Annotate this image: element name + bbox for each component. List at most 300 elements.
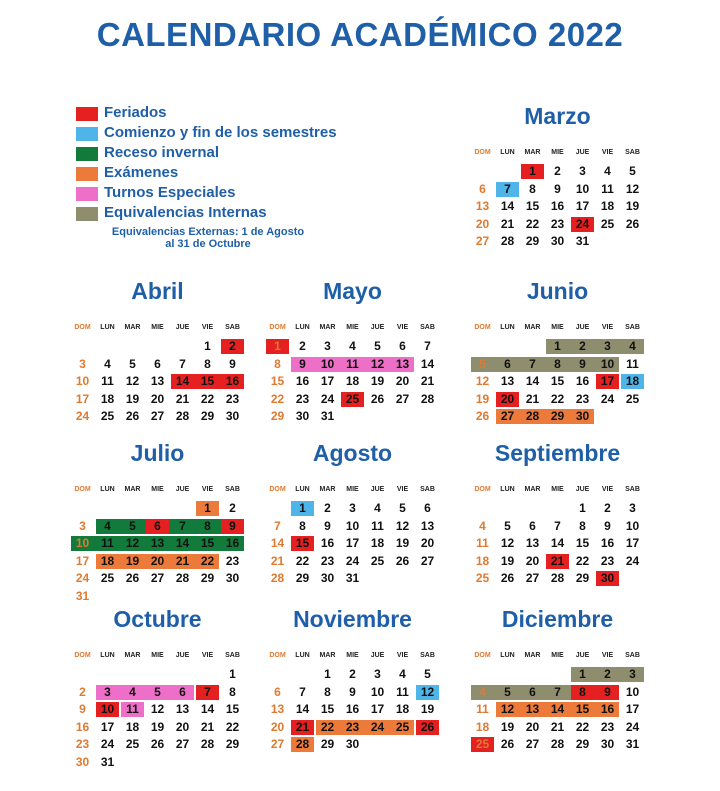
legend-swatch: [76, 127, 98, 141]
day-cell: 30: [345, 737, 360, 751]
day-cell: 5: [504, 518, 511, 533]
weekday-label: VIE: [601, 149, 614, 156]
weekday-label: MIE: [151, 486, 164, 493]
day-cell: 26: [370, 391, 385, 406]
day-cell: 15: [295, 536, 310, 550]
weekday-label: MIE: [346, 486, 359, 493]
day-cell: 5: [374, 339, 381, 353]
weekday-label: JUE: [175, 652, 190, 659]
weekday-label: SAB: [625, 149, 640, 156]
day-cell: 29: [225, 737, 240, 751]
weekday-label: VIE: [396, 486, 409, 493]
day-cell: 15: [525, 199, 540, 213]
legend-item-turnos: [76, 184, 376, 204]
day-cell: 29: [200, 409, 215, 423]
day-cell: 24: [75, 409, 90, 423]
day-cell: 8: [324, 684, 331, 699]
day-cell: 26: [150, 737, 165, 751]
day-cell: 11: [101, 536, 114, 550]
day-cell: 11: [601, 181, 614, 196]
day-cell: 20: [175, 719, 190, 734]
day-cell: 7: [299, 684, 306, 699]
day-cell: 28: [175, 571, 190, 585]
day-cell: 8: [229, 684, 236, 699]
weekday-label: LUN: [100, 486, 115, 493]
legend-label: Receso invernal: [104, 144, 220, 161]
day-cell: 27: [475, 234, 490, 248]
day-cell: 16: [225, 374, 240, 388]
day-cell: 6: [504, 356, 511, 371]
legend-label: Comienzo y fin de los semestres: [104, 124, 337, 141]
day-cell: 22: [200, 391, 215, 406]
weekday-label: MAR: [124, 324, 141, 331]
weekday-label: VIE: [396, 324, 409, 331]
day-cell: 4: [399, 667, 406, 681]
day-cell: 19: [625, 199, 640, 213]
weekday-label: JUE: [370, 486, 385, 493]
day-cell: 3: [374, 667, 381, 681]
weekday-label: MIE: [346, 652, 359, 659]
legend-label: Equivalencias Internas: [104, 204, 267, 221]
weekday-label: JUE: [575, 324, 590, 331]
weekday-label: MAR: [319, 486, 336, 493]
day-cell: 8: [299, 518, 306, 533]
day-cell: 24: [600, 391, 615, 406]
day-cell: 19: [125, 553, 140, 568]
day-cell: 19: [500, 553, 515, 568]
day-cell: 2: [604, 667, 611, 681]
day-cell: 7: [554, 518, 561, 533]
month-name: Agosto: [312, 440, 393, 466]
day-cell: 27: [500, 409, 515, 423]
day-cell: 19: [370, 374, 385, 388]
day-cell: 25: [625, 391, 640, 406]
weekday-header: [265, 486, 440, 496]
day-cell: 15: [575, 702, 590, 716]
legend-item-feriados: [76, 104, 376, 124]
day-cell: 17: [625, 702, 640, 716]
day-cell: 11: [371, 518, 384, 533]
weekday-label: MIE: [551, 652, 564, 659]
day-cell: 29: [525, 234, 540, 248]
weekday-header: [470, 324, 645, 334]
day-cell: 30: [320, 571, 335, 585]
day-cell: 5: [504, 684, 511, 699]
day-cell: 15: [200, 536, 215, 550]
month-name: Marzo: [524, 103, 591, 129]
day-cell: 3: [104, 684, 111, 699]
month-name: Abril: [131, 278, 184, 304]
day-cell: 29: [550, 409, 565, 423]
weekday-header: [470, 486, 645, 496]
weekday-label: JUE: [575, 486, 590, 493]
day-cell: 16: [345, 702, 360, 716]
day-cell: 26: [395, 553, 410, 568]
day-cell: 3: [604, 339, 611, 353]
day-cell: 24: [320, 391, 335, 406]
day-cell: 22: [200, 553, 215, 568]
weekday-label: VIE: [201, 486, 214, 493]
day-cell: 2: [229, 501, 236, 515]
day-cell: 5: [154, 684, 161, 699]
day-cell: 13: [525, 702, 540, 716]
day-cell: 11: [101, 374, 114, 388]
weekday-label: VIE: [201, 324, 214, 331]
legend-note: Equivalencias Externas: 1 de Agosto al 31 de Octubre: [111, 226, 305, 250]
weekday-label: LUN: [500, 486, 515, 493]
day-cell: 13: [395, 356, 410, 371]
weekday-label: DOM: [474, 652, 491, 659]
weekday-label: MAR: [524, 324, 541, 331]
day-cell: 27: [395, 391, 410, 406]
day-cell: 6: [179, 684, 186, 699]
day-cell: 27: [175, 737, 190, 751]
weekday-label: LUN: [100, 652, 115, 659]
day-cell: 5: [129, 356, 136, 371]
day-cell: 28: [525, 409, 540, 423]
weekday-label: MAR: [524, 652, 541, 659]
day-cell: 17: [75, 553, 90, 568]
day-cell: 23: [225, 391, 240, 406]
day-cell: 4: [479, 684, 486, 699]
day-cell: 3: [629, 667, 636, 681]
weekday-label: SAB: [625, 486, 640, 493]
day-cell: 12: [625, 181, 640, 196]
day-cell: 6: [529, 518, 536, 533]
day-cell: 12: [500, 702, 515, 716]
day-cell: 6: [479, 181, 486, 196]
month-name: Diciembre: [501, 606, 614, 632]
day-cell: 8: [274, 356, 281, 371]
day-cell: 13: [150, 374, 165, 388]
day-cell: 13: [525, 536, 540, 550]
weekday-label: VIE: [601, 486, 614, 493]
day-cell: 6: [274, 684, 281, 699]
day-cell: 12: [500, 536, 515, 550]
day-cell: 25: [600, 216, 615, 231]
day-cell: 28: [420, 391, 435, 406]
weekday-header: [70, 652, 245, 662]
day-cell: 16: [225, 536, 240, 550]
day-cell: 25: [395, 719, 410, 734]
day-cell: 16: [295, 374, 310, 388]
day-cell: 7: [179, 518, 186, 533]
day-cell: 21: [295, 719, 310, 734]
day-grid: [265, 666, 440, 786]
day-cell: 10: [75, 536, 90, 550]
day-cell: 23: [295, 391, 310, 406]
day-cell: 4: [349, 339, 356, 353]
day-cell: 15: [550, 374, 565, 388]
weekday-label: VIE: [601, 652, 614, 659]
day-cell: 31: [345, 571, 360, 585]
day-cell: 26: [420, 719, 435, 734]
day-cell: 21: [500, 216, 515, 231]
day-cell: 14: [200, 702, 215, 716]
day-cell: 20: [420, 536, 435, 550]
day-cell: 30: [600, 571, 615, 585]
day-cell: 21: [550, 719, 565, 734]
day-cell: 17: [345, 536, 360, 550]
day-cell: 30: [295, 409, 310, 423]
legend-item-semestres: [76, 124, 376, 144]
legend-swatch: [76, 207, 98, 221]
day-cell: 16: [575, 374, 590, 388]
day-cell: 17: [370, 702, 385, 716]
day-cell: 2: [79, 684, 86, 699]
day-cell: 3: [79, 356, 86, 371]
weekday-label: MIE: [151, 324, 164, 331]
day-cell: 23: [600, 553, 615, 568]
day-cell: 9: [604, 518, 611, 533]
day-cell: 5: [424, 667, 431, 681]
day-cell: 15: [320, 702, 335, 716]
day-cell: 1: [579, 501, 586, 515]
weekday-label: SAB: [420, 486, 435, 493]
day-cell: 16: [75, 719, 90, 734]
day-cell: 4: [104, 356, 111, 371]
weekday-label: LUN: [295, 486, 310, 493]
day-cell: 3: [79, 518, 86, 533]
day-cell: 12: [150, 702, 165, 716]
day-cell: 1: [204, 501, 211, 515]
day-cell: 29: [575, 571, 590, 585]
day-cell: 21: [175, 391, 190, 406]
legend-label: Exámenes: [104, 164, 179, 181]
day-cell: 2: [229, 339, 236, 353]
day-cell: 2: [604, 501, 611, 515]
day-grid: [470, 666, 645, 786]
weekday-label: MAR: [524, 486, 541, 493]
day-cell: 13: [420, 518, 435, 533]
day-cell: 18: [625, 374, 640, 388]
day-cell: 7: [204, 684, 211, 699]
legend: [76, 104, 376, 224]
day-grid: [470, 500, 645, 620]
month-agosto: [265, 440, 440, 625]
day-cell: 25: [370, 553, 385, 568]
weekday-header: [265, 324, 440, 334]
weekday-label: LUN: [295, 652, 310, 659]
day-cell: 27: [420, 553, 435, 568]
day-cell: 20: [395, 374, 410, 388]
day-cell: 8: [554, 356, 561, 371]
weekday-label: LUN: [100, 324, 115, 331]
day-cell: 29: [295, 571, 310, 585]
day-cell: 20: [500, 391, 515, 406]
month-name: Mayo: [323, 278, 382, 304]
month-septiembre: [470, 440, 645, 625]
weekday-label: DOM: [474, 149, 491, 156]
day-cell: 5: [129, 518, 136, 533]
weekday-label: DOM: [74, 486, 91, 493]
day-cell: 21: [200, 719, 215, 734]
day-cell: 9: [79, 702, 86, 716]
day-cell: 19: [500, 719, 515, 734]
day-cell: 8: [579, 518, 586, 533]
day-cell: 28: [550, 571, 565, 585]
day-cell: 26: [500, 571, 515, 585]
day-cell: 26: [625, 216, 640, 231]
day-cell: 20: [150, 391, 165, 406]
month-name: Julio: [130, 440, 185, 466]
weekday-label: SAB: [420, 652, 435, 659]
day-cell: 12: [125, 374, 140, 388]
day-grid: [470, 163, 645, 283]
legend-item-examenes: [76, 164, 376, 184]
day-cell: 9: [324, 518, 331, 533]
weekday-label: LUN: [295, 324, 310, 331]
day-cell: 9: [349, 684, 356, 699]
day-cell: 19: [420, 702, 435, 716]
day-cell: 1: [324, 667, 331, 681]
day-cell: 17: [600, 374, 615, 388]
day-cell: 28: [550, 737, 565, 751]
day-cell: 19: [125, 391, 140, 406]
day-cell: 23: [320, 553, 335, 568]
day-cell: 16: [320, 536, 335, 550]
weekday-label: MAR: [319, 324, 336, 331]
day-cell: 31: [625, 737, 640, 751]
weekday-label: SAB: [225, 486, 240, 493]
day-cell: 22: [525, 216, 540, 231]
day-cell: 3: [324, 339, 331, 353]
day-cell: 4: [374, 501, 381, 515]
weekday-label: JUE: [370, 324, 385, 331]
legend-label: Turnos Especiales: [104, 184, 236, 201]
day-cell: 21: [175, 553, 190, 568]
day-cell: 8: [204, 518, 211, 533]
day-cell: 9: [299, 356, 306, 371]
day-cell: 2: [349, 667, 356, 681]
day-cell: 26: [475, 409, 490, 423]
day-cell: 18: [475, 719, 490, 734]
day-cell: 6: [529, 684, 536, 699]
day-cell: 14: [525, 374, 540, 388]
legend-swatch: [76, 187, 98, 201]
day-cell: 1: [299, 501, 306, 515]
day-cell: 10: [75, 374, 90, 388]
day-cell: 17: [625, 536, 640, 550]
day-cell: 24: [100, 737, 115, 751]
month-name: Junio: [526, 278, 589, 304]
day-cell: 2: [324, 501, 331, 515]
month-abril: [70, 278, 245, 463]
day-cell: 14: [295, 702, 310, 716]
day-cell: 18: [125, 719, 140, 734]
day-cell: 29: [200, 571, 215, 585]
day-cell: 8: [204, 356, 211, 371]
day-cell: 28: [200, 737, 215, 751]
weekday-label: MIE: [346, 324, 359, 331]
day-cell: 20: [525, 553, 540, 568]
day-grid: [265, 500, 440, 620]
weekday-label: DOM: [269, 324, 286, 331]
weekday-label: DOM: [74, 324, 91, 331]
legend-swatch: [76, 167, 98, 181]
day-cell: 6: [399, 339, 406, 353]
day-cell: 9: [229, 356, 236, 371]
day-cell: 22: [575, 719, 590, 734]
day-cell: 24: [370, 719, 385, 734]
day-cell: 1: [274, 339, 281, 353]
day-cell: 1: [554, 339, 561, 353]
day-cell: 7: [424, 339, 431, 353]
day-cell: 29: [270, 409, 285, 423]
day-cell: 13: [150, 536, 165, 550]
page-title: CALENDARIO ACADÉMICO 2022: [96, 16, 624, 53]
day-cell: 23: [345, 719, 360, 734]
day-cell: 11: [626, 356, 639, 371]
day-cell: 21: [420, 374, 435, 388]
day-cell: 18: [600, 199, 615, 213]
day-cell: 22: [550, 391, 565, 406]
weekday-label: SAB: [420, 324, 435, 331]
day-cell: 22: [295, 553, 310, 568]
day-cell: 11: [476, 702, 489, 716]
day-cell: 12: [475, 374, 490, 388]
day-cell: 14: [175, 374, 190, 388]
weekday-label: DOM: [269, 486, 286, 493]
weekday-label: JUE: [575, 652, 590, 659]
day-cell: 30: [575, 409, 590, 423]
day-cell: 7: [274, 518, 281, 533]
weekday-label: MIE: [551, 149, 564, 156]
day-cell: 28: [500, 234, 515, 248]
day-cell: 14: [420, 356, 435, 371]
day-cell: 12: [395, 518, 410, 533]
day-cell: 10: [370, 684, 385, 699]
day-cell: 17: [75, 391, 90, 406]
weekday-label: MAR: [319, 652, 336, 659]
day-cell: 30: [225, 571, 240, 585]
day-cell: 14: [550, 702, 565, 716]
day-cell: 29: [320, 737, 335, 751]
month-mayo: [265, 278, 440, 463]
day-cell: 30: [550, 234, 565, 248]
day-cell: 20: [525, 719, 540, 734]
day-cell: 22: [575, 553, 590, 568]
weekday-label: LUN: [500, 149, 515, 156]
day-cell: 1: [579, 667, 586, 681]
day-cell: 15: [200, 374, 215, 388]
day-cell: 9: [579, 356, 586, 371]
legend-item-equivalencias: [76, 204, 376, 224]
day-cell: 9: [554, 181, 561, 196]
day-cell: 31: [75, 588, 90, 603]
day-cell: 7: [504, 181, 511, 196]
weekday-header: [470, 652, 645, 662]
month-name: Noviembre: [293, 606, 412, 632]
day-cell: 18: [100, 391, 115, 406]
day-cell: 14: [175, 536, 190, 550]
month-julio: [70, 440, 245, 625]
weekday-header: [470, 149, 645, 159]
day-cell: 18: [395, 702, 410, 716]
day-cell: 29: [575, 737, 590, 751]
day-cell: 21: [270, 553, 285, 568]
day-cell: 4: [629, 339, 636, 353]
day-cell: 23: [225, 553, 240, 568]
day-cell: 22: [225, 719, 240, 734]
day-cell: 24: [575, 216, 590, 231]
day-cell: 2: [579, 339, 586, 353]
day-cell: 4: [129, 684, 136, 699]
day-cell: 20: [270, 719, 285, 734]
day-cell: 18: [475, 553, 490, 568]
day-cell: 24: [625, 719, 640, 734]
weekday-label: MIE: [551, 324, 564, 331]
